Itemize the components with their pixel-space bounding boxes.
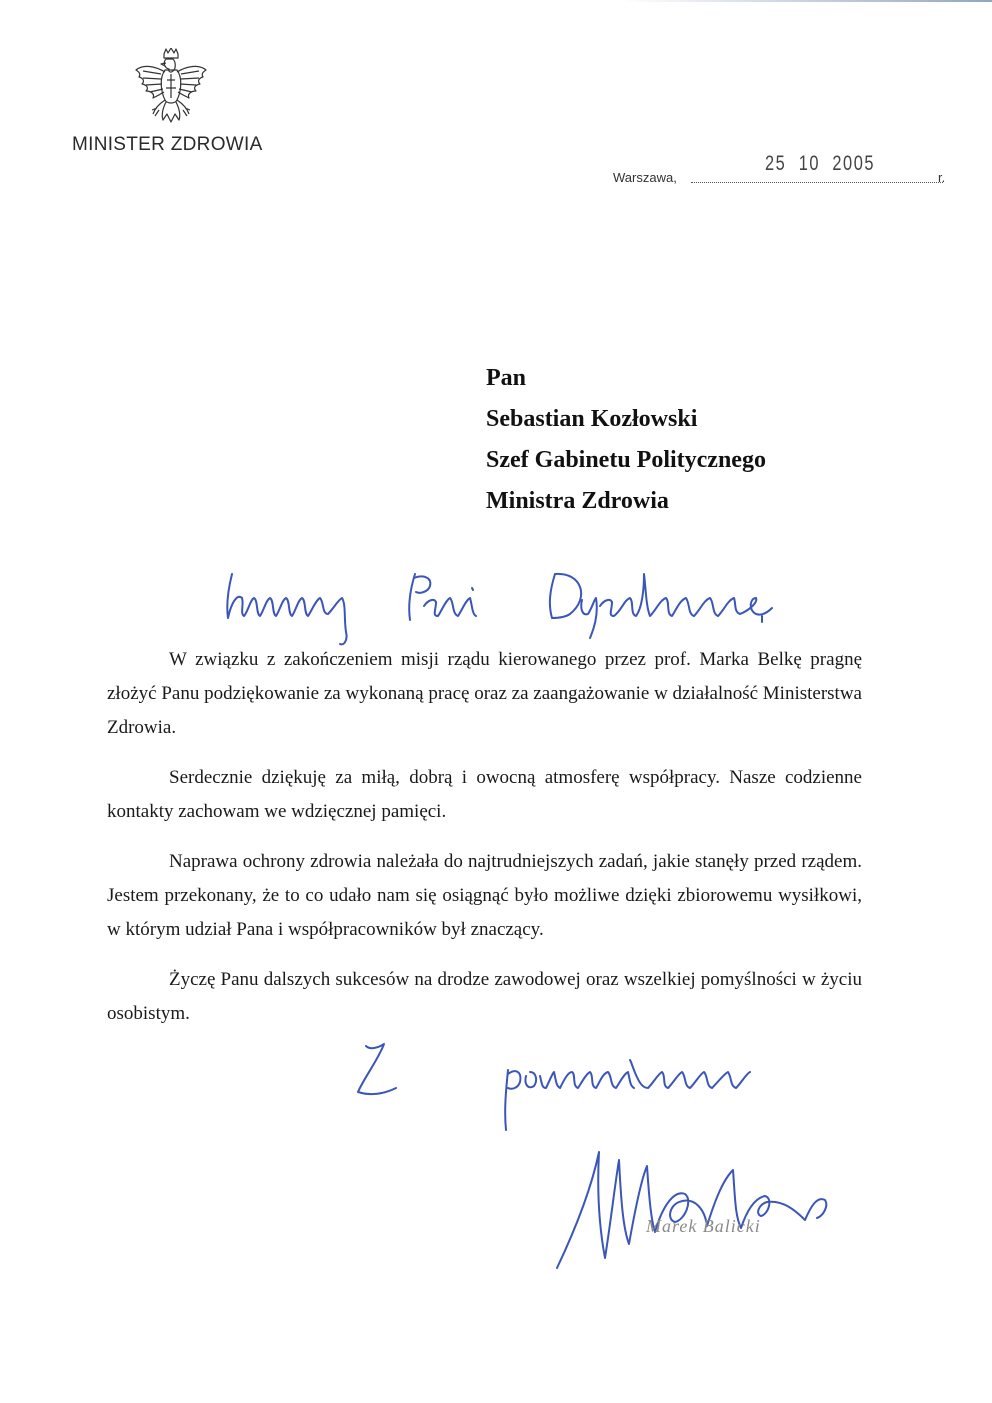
recipient-line: Ministra Zdrowia [486, 488, 669, 514]
body-paragraph: W związku z zakończeniem misji rządu kierowanego przez prof. Marka Belkę pragnę złożyć Panu podziękowanie za wykonaną pracę oraz za zaangażowanie w działalność Ministerstwa Zdrowia. [107, 649, 862, 738]
date-suffix: r. [938, 170, 946, 185]
polish-eagle-emblem-icon [133, 48, 209, 132]
recipient-line: Pan [486, 365, 527, 391]
handwritten-signature [555, 1140, 845, 1280]
signature-name: Marek Balicki [646, 1216, 761, 1236]
body-paragraph: Życzę Panu dalszych sukcesów na drodze zawodowej oraz wszelkiej pomyślności w życiu osobistym. [107, 969, 862, 1024]
recipient-line: Szef Gabinetu Politycznego [486, 447, 766, 473]
body-paragraph: Naprawa ochrony zdrowia należała do najtrudniejszych zadań, jakie stanęły przed rządem. Jestem przekonany, że to co udało nam się osiągnąć było możliwe dzięki zbiorowemu wysiłkowi, w którym udział Pana i współpracowników był znaczący. [107, 851, 862, 940]
date-city: Warszawa, [613, 170, 677, 185]
signature-drawing [555, 1140, 845, 1280]
letter-body [107, 643, 862, 1047]
ministry-header: MINISTER ZDROWIA [72, 134, 263, 155]
handwritten-salutation [210, 560, 800, 650]
date-dotted-line [691, 182, 943, 183]
recipient-block [486, 358, 766, 522]
scan-edge-line [620, 0, 992, 2]
body-paragraph: Serdecznie dziękuję za miłą, dobrą i owocną atmosferę współpracy. Nasze codzienne kontakty zachowam we wdzięcznej pamięci. [107, 767, 862, 822]
recipient-line: Sebastian Kozłowski [486, 406, 698, 432]
date-stamp: 25 10 2005 [765, 152, 876, 175]
handwritten-salutation-drawing [210, 560, 800, 650]
